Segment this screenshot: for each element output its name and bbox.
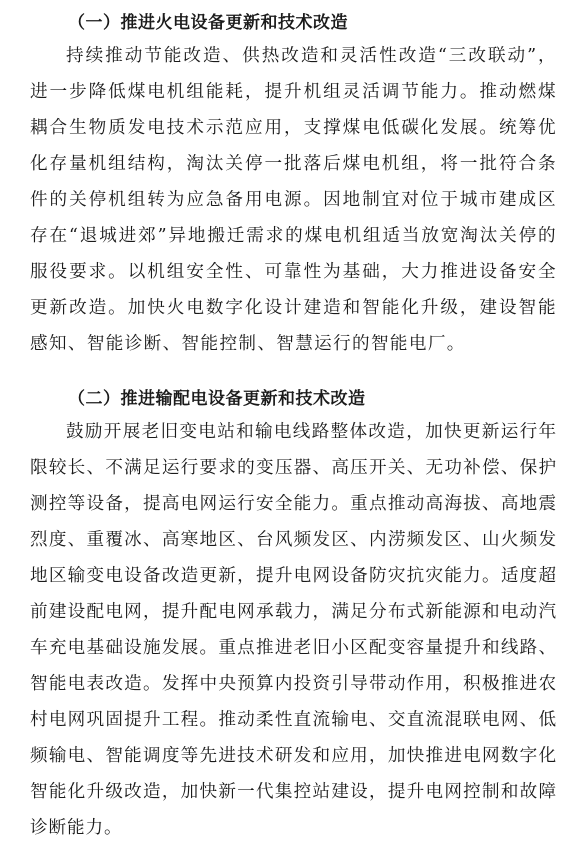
section-transmission-distribution <box>30 384 557 846</box>
section-thermal-power <box>30 8 557 362</box>
section-body: 鼓励开展老旧变电站和输电线路整体改造，加快更新运行年限较长、不满足运行要求的变压器、高压开关、无功补偿、保护测控等设备，提高电网运行安全能力。重点推动高海拔、高地震烈度、重覆冰、高寒地区、台风频发区、内涝频发区、山火频发地区输变电设备改造更新，提升电网设备防灾抗灾能力。适度超前建设配电网，提升配电网承载力，满足分布式新能源和电动汽车充电基础设施发展。重点推进老旧小区配变容量提升和线路、智能电表改造。发挥中央预算内投资引导带动作用，积极推进农村电网巩固提升工程。推动柔性直流输电、交直流混联电网、低频输电、智能调度等先进技术研发和应用，加快推进电网数字化智能化升级改造，加快新一代集控站建设，提升电网控制和故障诊断能力。 <box>30 422 557 838</box>
section-body: 持续推动节能改造、供热改造和灵活性改造“三改联动”，进一步降低煤电机组能耗，提升机组灵活调节能力。推动燃煤耦合生物质发电技术示范应用，支撑煤电低碳化发展。统筹优化存量机组结构，淘汰关停一批落后煤电机组，将一批符合条件的关停机组转为应急备用电源。因地制宜对位于城市建成区存在“退城进郊”异地搬迁需求的煤电机组适当放宽淘汰关停的服役要求。以机组安全性、可靠性为基础，大力推进设备安全更新改造。加快火电数字化设计建造和智能化升级，建设智能感知、智能诊断、智能控制、智慧运行的智能电厂。 <box>30 46 557 354</box>
section-heading: （一）推进火电设备更新和技术改造 <box>68 13 348 33</box>
section-heading: （二）推进输配电设备更新和技术改造 <box>68 389 366 409</box>
section-spacer <box>30 362 557 384</box>
